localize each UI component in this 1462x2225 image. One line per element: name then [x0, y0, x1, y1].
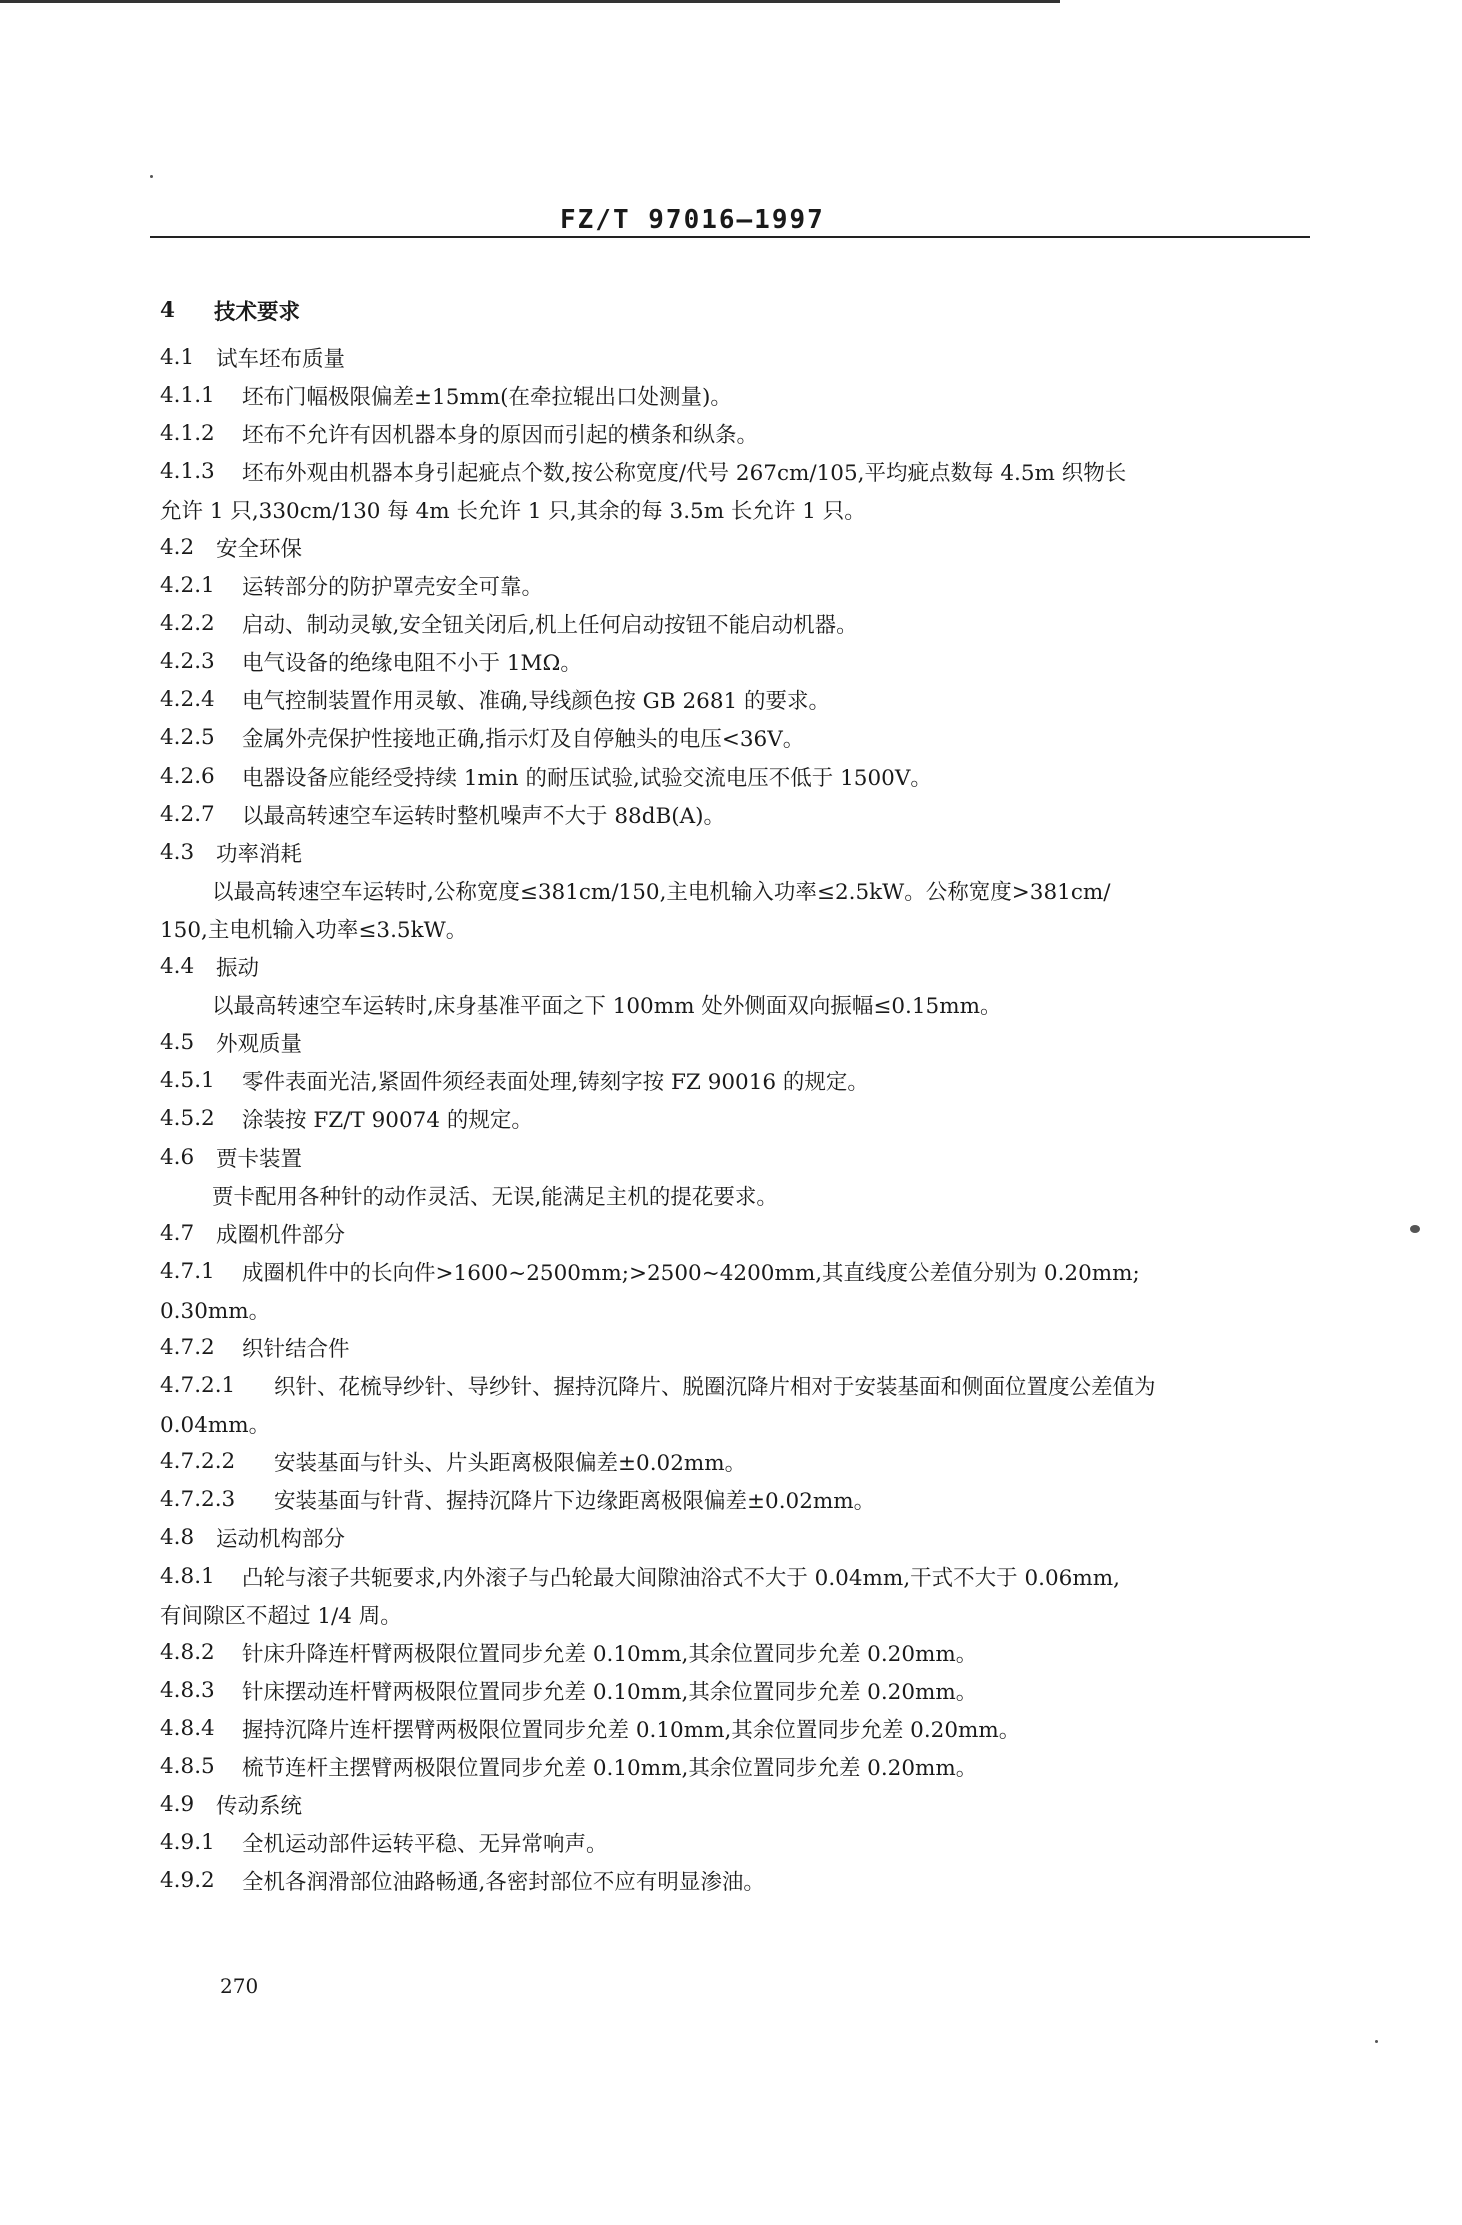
clause-item	[160, 605, 1335, 643]
paragraph-line	[160, 1176, 1335, 1214]
clause-number: 4.7.2.1	[160, 1373, 236, 1399]
clause-number: 4.4	[160, 954, 195, 980]
clause-number: 4.2.7	[160, 801, 215, 827]
clause-number: 4.8.3	[160, 1677, 215, 1703]
clause-item	[160, 719, 1335, 757]
clause-text: 安装基面与针背、握持沉降片下边缘距离极限偏差±0.02mm。	[274, 1489, 876, 1515]
clause-text: 织针、花梳导纱针、导纱针、握持沉降片、脱圈沉降片相对于安装基面和侧面位置度公差值为	[274, 1375, 1156, 1401]
clause-item	[160, 1100, 1335, 1138]
clause-number: 4.7	[160, 1220, 195, 1246]
clause-number: 4.5	[160, 1030, 195, 1056]
clause-text: 坯布不允许有因机器本身的原因而引起的横条和纵条。	[242, 422, 759, 448]
clause-item	[160, 376, 1335, 414]
clause-number: 4.8.4	[160, 1715, 215, 1741]
clause-item	[160, 1367, 1335, 1405]
clause-item	[160, 757, 1335, 795]
subsection-heading	[160, 1214, 1335, 1252]
clause-text: 零件表面光洁,紧固件须经表面处理,铸刻字按 FZ 90016 的规定。	[242, 1070, 869, 1096]
clause-number: 4	[160, 297, 175, 323]
clause-item	[160, 1557, 1335, 1595]
scan-speck	[1375, 2040, 1378, 2043]
clause-number: 4.1.1	[160, 382, 215, 408]
header-rule	[150, 236, 1310, 238]
continuation-line	[160, 490, 1335, 528]
clause-text: 梳节连杆主摆臂两极限位置同步允差 0.10mm,其余位置同步允差 0.20mm。	[242, 1756, 978, 1782]
clause-text: 以最高转速空车运转时,床身基准平面之下 100mm 处外侧面双向振幅≤0.15mm。	[212, 994, 1002, 1020]
clause-item	[160, 1062, 1335, 1100]
clause-text: 以最高转速空车运转时整机噪声不大于 88dB(A)。	[242, 803, 726, 829]
clause-number: 4.9.1	[160, 1830, 215, 1856]
clause-text: 电器设备应能经受持续 1min 的耐压试验,试验交流电压不低于 1500V。	[242, 765, 932, 791]
subsection-heading	[160, 1519, 1335, 1557]
clause-text: 成圈机件部分	[216, 1222, 346, 1248]
clause-text: 贾卡装置	[216, 1146, 303, 1172]
clause-number: 4.9.2	[160, 1868, 215, 1894]
scan-speck	[150, 175, 153, 178]
clause-number: 4.7.2.2	[160, 1449, 236, 1475]
clause-number: 4.8.1	[160, 1563, 215, 1589]
clause-text: 启动、制动灵敏,安全钮关闭后,机上任何启动按钮不能启动机器。	[242, 613, 858, 639]
clause-text: 坯布门幅极限偏差±15mm(在牵拉辊出口处测量)。	[242, 384, 732, 410]
subsection-heading	[160, 1024, 1335, 1062]
clause-text: 涂装按 FZ/T 90074 的规定。	[242, 1108, 533, 1134]
clause-item	[160, 1709, 1335, 1747]
clause-item	[160, 1633, 1335, 1671]
clause-item	[160, 1747, 1335, 1785]
subsection-heading	[160, 948, 1335, 986]
clause-number: 4.1.3	[160, 458, 215, 484]
clause-number: 4.2.5	[160, 725, 215, 751]
clause-text: 电气设备的绝缘电阻不小于 1MΩ。	[242, 651, 582, 677]
clause-number: 4.2.6	[160, 763, 215, 789]
clause-text: 有间隙区不超过 1/4 周。	[160, 1603, 402, 1629]
clause-text: 0.30mm。	[160, 1298, 271, 1324]
clause-number: 4.8.2	[160, 1639, 215, 1665]
clause-item	[160, 1671, 1335, 1709]
clause-text: 金属外壳保护性接地正确,指示灯及自停触头的电压<36V。	[242, 727, 805, 753]
clause-item	[160, 1443, 1335, 1481]
document-body	[160, 282, 1335, 1900]
clause-item	[160, 1481, 1335, 1519]
clause-text: 150,主电机输入功率≤3.5kW。	[160, 917, 468, 943]
clause-text: 安全环保	[216, 537, 303, 563]
clause-text: 试车坯布质量	[216, 346, 346, 372]
clause-text: 振动	[216, 956, 260, 982]
clause-number: 4.9	[160, 1792, 195, 1818]
clause-number: 4.2.3	[160, 649, 215, 675]
section-heading	[160, 282, 1335, 338]
clause-number: 4.3	[160, 839, 195, 865]
clause-number: 4.7.2	[160, 1334, 215, 1360]
clause-text: 运转部分的防护罩壳安全可靠。	[242, 575, 544, 601]
clause-text: 允许 1 只,330cm/130 每 4m 长允许 1 只,其余的每 3.5m 长允许 1 只。	[160, 498, 866, 524]
clause-text: 凸轮与滚子共轭要求,内外滚子与凸轮最大间隙油浴式不大于 0.04mm,干式不大于 0.06mm,	[242, 1565, 1120, 1591]
clause-number: 4.5.2	[160, 1106, 215, 1132]
clause-item	[160, 1862, 1335, 1900]
subsection-heading	[160, 1138, 1335, 1176]
clause-text: 以最高转速空车运转时,公称宽度≤381cm/150,主电机输入功率≤2.5kW。公称宽度>381cm/	[212, 879, 1111, 905]
clause-number: 4.1	[160, 344, 195, 370]
clause-item	[160, 452, 1335, 490]
clause-item	[160, 681, 1335, 719]
clause-item	[160, 1328, 1335, 1366]
clause-text: 全机各润滑部位油路畅通,各密封部位不应有明显渗油。	[242, 1870, 765, 1896]
clause-number: 4.2.1	[160, 573, 215, 599]
clause-text: 传动系统	[216, 1794, 303, 1820]
clause-text: 握持沉降片连杆摆臂两极限位置同步允差 0.10mm,其余位置同步允差 0.20mm。	[242, 1717, 1021, 1743]
clause-text: 运动机构部分	[216, 1527, 346, 1553]
clause-text: 成圈机件中的长向件>1600~2500mm;>2500~4200mm,其直线度公差值分别为 0.20mm;	[242, 1260, 1140, 1286]
clause-number: 4.7.1	[160, 1258, 215, 1284]
clause-text: 技术要求	[214, 299, 301, 325]
subsection-heading	[160, 528, 1335, 566]
clause-item	[160, 643, 1335, 681]
clause-text: 织针结合件	[242, 1336, 350, 1362]
clause-item	[160, 795, 1335, 833]
clause-item	[160, 1252, 1335, 1290]
subsection-heading	[160, 338, 1335, 376]
paragraph-line	[160, 986, 1335, 1024]
clause-text: 0.04mm。	[160, 1413, 271, 1439]
scan-speck	[1410, 1225, 1420, 1233]
standard-code-header: FZ/T 97016—1997	[560, 205, 825, 235]
clause-number: 4.8	[160, 1525, 195, 1551]
clause-number: 4.1.2	[160, 420, 215, 446]
clause-number: 4.5.1	[160, 1068, 215, 1094]
clause-text: 针床摆动连杆臂两极限位置同步允差 0.10mm,其余位置同步允差 0.20mm。	[242, 1679, 978, 1705]
clause-text: 坯布外观由机器本身引起疵点个数,按公称宽度/代号 267cm/105,平均疵点数每 4.5m 织物长	[242, 460, 1127, 486]
clause-number: 4.8.5	[160, 1754, 215, 1780]
clause-number: 4.2.2	[160, 611, 215, 637]
clause-item	[160, 414, 1335, 452]
continuation-line	[160, 1595, 1335, 1633]
clause-text: 贾卡配用各种针的动作灵活、无误,能满足主机的提花要求。	[212, 1184, 778, 1210]
page-number: 270	[220, 1974, 259, 1998]
continuation-line	[160, 1290, 1335, 1328]
clause-text: 全机运动部件运转平稳、无异常响声。	[242, 1832, 608, 1858]
clause-text: 功率消耗	[216, 841, 303, 867]
clause-number: 4.2.4	[160, 687, 215, 713]
clause-item	[160, 567, 1335, 605]
subsection-heading	[160, 833, 1335, 871]
clause-number: 4.2	[160, 535, 195, 561]
clause-text: 外观质量	[216, 1032, 303, 1058]
clause-text: 电气控制装置作用灵敏、准确,导线颜色按 GB 2681 的要求。	[242, 689, 831, 715]
clause-text: 针床升降连杆臂两极限位置同步允差 0.10mm,其余位置同步允差 0.20mm。	[242, 1641, 978, 1667]
paragraph-line	[160, 871, 1335, 909]
scan-edge-line	[0, 0, 1060, 3]
clause-number: 4.7.2.3	[160, 1487, 236, 1513]
clause-text: 安装基面与针头、片头距离极限偏差±0.02mm。	[274, 1451, 747, 1477]
subsection-heading	[160, 1786, 1335, 1824]
clause-number: 4.6	[160, 1144, 195, 1170]
clause-item	[160, 1824, 1335, 1862]
continuation-line	[160, 909, 1335, 947]
continuation-line	[160, 1405, 1335, 1443]
